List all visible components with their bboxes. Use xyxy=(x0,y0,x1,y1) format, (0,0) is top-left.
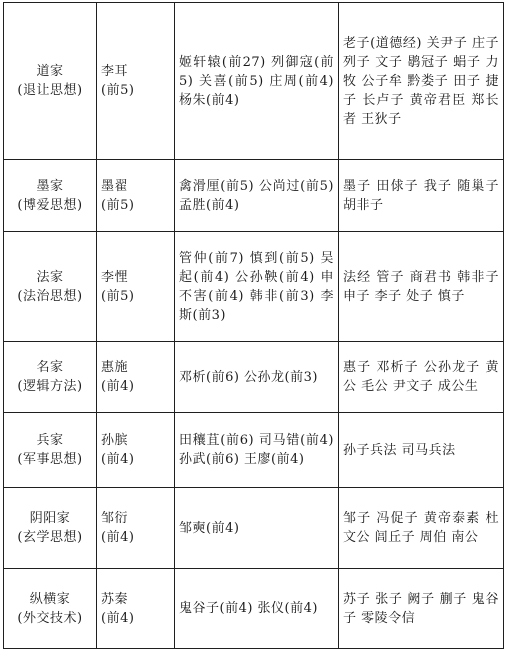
school-cell xyxy=(4,342,97,413)
works-cell: 孙子兵法 司马兵法 xyxy=(339,413,504,488)
representatives-cell: 田穰苴(前6) 司马错(前4) 孙武(前6) 王廖(前4) xyxy=(175,413,339,488)
schools-table xyxy=(3,2,504,649)
school-cell xyxy=(4,413,97,488)
works-cell: 墨子 田俅子 我子 随巢子 胡非子 xyxy=(339,160,504,232)
works-cell: 惠子 邓析子 公孙龙子 黄公 毛公 尹文子 成公生 xyxy=(339,342,504,413)
founder-period: (前5) xyxy=(101,83,135,98)
founder-name: 孙膑 xyxy=(101,433,129,448)
founder-period: (前4) xyxy=(101,452,135,467)
school-cell xyxy=(4,3,97,160)
table-row xyxy=(4,160,504,232)
school-idea: (外交技术) xyxy=(17,610,83,626)
founder-name: 李耳 xyxy=(101,64,129,79)
representatives-cell: 邓析(前6) 公孙龙(前3) xyxy=(175,342,339,413)
founder-cell xyxy=(97,413,175,488)
works-cell: 苏子 张子 阙子 蒯子 鬼谷子 零陵令信 xyxy=(339,569,504,649)
table-row xyxy=(4,232,504,342)
school-cell xyxy=(4,569,97,649)
table-row xyxy=(4,413,504,488)
founder-period: (前5) xyxy=(101,197,135,213)
school-idea: (法治思想) xyxy=(17,288,83,304)
representatives-cell: 管仲(前7) 慎到(前5) 吴起(前4) 公孙鞅(前4) 申不害(前4) 韩非(前3) 李斯(前3) xyxy=(175,232,339,342)
works-cell: 老子(道德经) 关尹子 庄子 列子 文子 鹖冠子 蜎子 力牧 公子牟 黔娄子 田子 捷子 长卢子 黄帝君臣 郑长者 王狄子 xyxy=(339,3,504,160)
representatives-cell: 鬼谷子(前4) 张仪(前4) xyxy=(175,569,339,649)
founder-name: 苏秦 xyxy=(101,591,129,607)
works-cell: 邹子 冯促子 黄帝泰素 杜文公 闾丘子 周伯 南公 xyxy=(339,488,504,569)
representatives-cell: 禽滑厘(前5) 公尚过(前5) 孟胜(前4) xyxy=(175,160,339,232)
school-cell xyxy=(4,488,97,569)
school-name: 墨家 xyxy=(36,178,64,194)
founder-name: 惠施 xyxy=(101,360,129,375)
works-cell: 法经 管子 商君书 韩非子 申子 李子 处子 慎子 xyxy=(339,232,504,342)
school-name: 名家 xyxy=(36,360,64,375)
school-name: 道家 xyxy=(36,64,64,79)
table-row xyxy=(4,342,504,413)
school-name: 法家 xyxy=(36,269,64,285)
founder-period: (前5) xyxy=(101,288,135,304)
founder-period: (前4) xyxy=(101,530,135,545)
school-idea: (逻辑方法) xyxy=(17,379,83,394)
founder-cell xyxy=(97,232,175,342)
table-row xyxy=(4,488,504,569)
founder-period: (前4) xyxy=(101,379,135,394)
school-idea: (军事思想) xyxy=(17,452,83,467)
school-idea: (玄学思想) xyxy=(17,530,83,545)
founder-cell xyxy=(97,3,175,160)
founder-cell xyxy=(97,160,175,232)
founder-name: 李悝 xyxy=(101,269,129,285)
founder-cell xyxy=(97,342,175,413)
founder-period: (前4) xyxy=(101,610,135,626)
founder-name: 墨翟 xyxy=(101,178,129,194)
school-cell xyxy=(4,160,97,232)
founder-cell xyxy=(97,569,175,649)
school-idea: (博爱思想) xyxy=(17,197,83,213)
school-name: 兵家 xyxy=(36,433,64,448)
table-row xyxy=(4,3,504,160)
representatives-cell: 姬轩辕(前27) 列御寇(前5) 关喜(前5) 庄周(前4) 杨朱(前4) xyxy=(175,3,339,160)
table-row xyxy=(4,569,504,649)
school-idea: (退让思想) xyxy=(17,83,83,98)
founder-name: 邹衍 xyxy=(101,511,129,526)
school-name: 阴阳家 xyxy=(29,511,71,526)
representatives-cell: 邹奭(前4) xyxy=(175,488,339,569)
school-cell xyxy=(4,232,97,342)
founder-cell xyxy=(97,488,175,569)
school-name: 纵横家 xyxy=(29,591,71,607)
